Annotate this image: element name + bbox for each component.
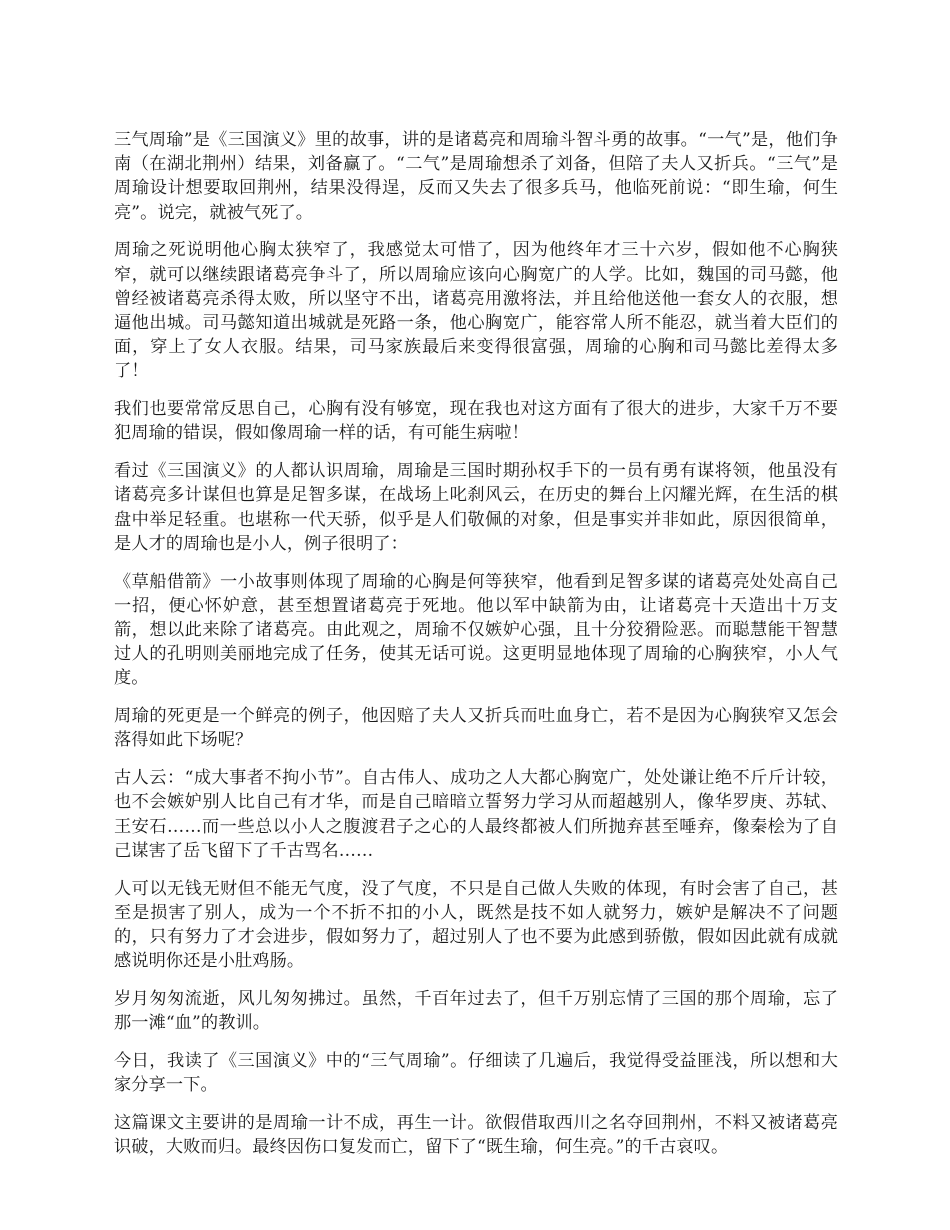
- paragraph: 看过《三国演义》的人都认识周瑜，周瑜是三国时期孙权手下的一员有勇有谋将领，他虽没有诸葛亮多计谋但也算是足智多谋，在战场上叱刹风云，在历史的舞台上闪耀光辉，在生活的棋盘中举足轻重。也堪称一代天骄，似乎是人们敬佩的对象，但是事实并非如此，原因很简单，是人才的周瑜也是小人，例子很明了：: [114, 461, 838, 554]
- paragraph: 人可以无钱无财但不能无气度，没了气度，不只是自己做人失败的体现，有时会害了自己，甚至是损害了别人，成为一个不折不扣的小人，既然是技不如人就努力，嫉妒是解决不了问题的，只有努力了才会进步，假如努力了，超过别人了也不要为此感到骄傲，假如因此就有成就感说明你还是小肚鸡肠。: [114, 878, 838, 972]
- document-body: [114, 128, 838, 1173]
- paragraph: 我们也要常常反思自己，心胸有没有够宽，现在我也对这方面有了很大的进步，大家千万不要犯周瑜的错误，假如像周瑜一样的话，有可能生病啦！: [114, 399, 838, 444]
- paragraph: 岁月匆匆流逝，风儿匆匆拂过。虽然，千百年过去了，但千万别忘情了三国的那个周瑜，忘了那一滩“血”的教训。: [114, 989, 838, 1034]
- paragraph: 今日，我读了《三国演义》中的“三气周瑜”。仔细读了几遍后，我觉得受益匪浅，所以想和大家分享一下。: [114, 1051, 838, 1096]
- paragraph: 《草船借箭》一小故事则体现了周瑜的心胸是何等狭窄，他看到足智多谋的诸葛亮处处高自己一招，便心怀妒意，甚至想置诸葛亮于死地。他以军中缺箭为由，让诸葛亮十天造出十万支箭，想以此来除了诸葛亮。由此观之，周瑜不仅嫉妒心强，且十分狡猾险恶。而聪慧能干智慧过人的孔明则美丽地完成了任务，使其无话可说。这更明显地体现了周瑜的心胸狭窄，小人气度。: [114, 571, 838, 689]
- paragraph: 三气周瑜”是《三国演义》里的故事，讲的是诸葛亮和周瑜斗智斗勇的故事。“一气”是，他们争南（在湖北荆州）结果，刘备赢了。“二气”是周瑜想杀了刘备，但陪了夫人又折兵。“三气”是周瑜设计想要取回荆州，结果没得逞，反而又失去了很多兵马，他临死前说：“即生瑜，何生亮”。说完，就被气死了。: [114, 130, 838, 223]
- paragraph: 古人云：“成大事者不拘小节”。自古伟人、成功之人大都心胸宽广，处处谦让绝不斤斤计较，也不会嫉妒别人比自己有才华，而是自己暗暗立誓努力学习从而超越别人，像华罗庚、苏轼、王安石……而一些总以小人之腹渡君子之心的人最终都被人们所抛弃甚至唾弃，像秦桧为了自己谋害了岳飞留下了千古骂名……: [114, 768, 838, 861]
- paragraph: 周瑜之死说明他心胸太狭窄了，我感觉太可惜了，因为他终年才三十六岁，假如他不心胸狭窄，就可以继续跟诸葛亮争斗了，所以周瑜应该向心胸宽广的人学。比如，魏国的司马懿，他曾经被诸葛亮杀得太败，所以坚守不出，诸葛亮用激将法，并且给他送他一套女人的衣服，想逼他出城。司马懿知道出城就是死路一条，他心胸宽广，能容常人所不能忍，就当着大臣们的面，穿上了女人衣服。结果，司马家族最后来变得很富强，周瑜的心胸和司马懿比差得太多了！: [114, 240, 838, 382]
- paragraph: 这篇课文主要讲的是周瑜一计不成，再生一计。欲假借取西川之名夺回荆州，不料又被诸葛亮识破，大败而归。最终因伤口复发而亡，留下了“既生瑜，何生亮。”的千古哀叹。: [114, 1113, 838, 1158]
- paragraph: 周瑜的死更是一个鲜亮的例子，他因赔了夫人又折兵而吐血身亡，若不是因为心胸狭窄又怎会落得如此下场呢？: [114, 706, 838, 751]
